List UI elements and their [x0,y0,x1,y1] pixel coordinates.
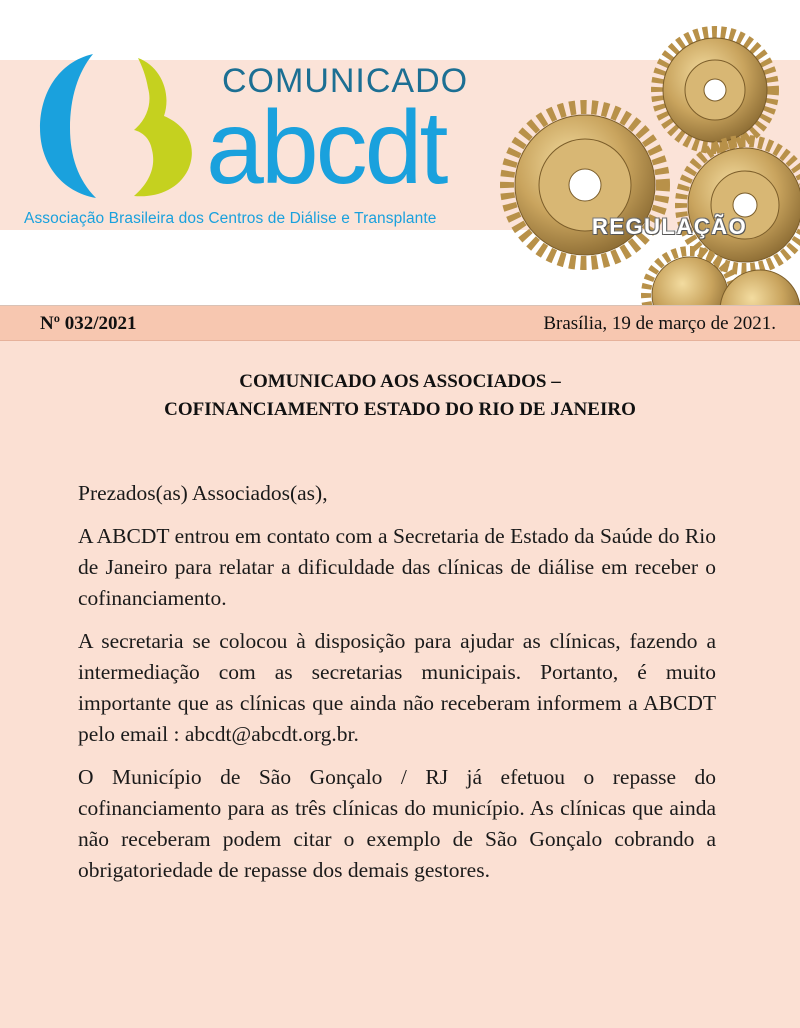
info-bar [0,306,800,341]
brand-wordmark: abcdt [206,90,446,206]
abcdt-logo-icon [38,52,208,202]
paragraph: O Município de São Gonçalo / RJ já efetuou o repasse do cofinanciamento para as três clínicas do município. As clínicas que ainda não receberam podem citar o exemplo de São Gonçalo cobrando a obrigatoriedade de repasse dos demais gestores. [78,765,716,882]
document-title [0,368,800,424]
communique-date: Brasília, 19 de março de 2021. [543,313,776,334]
title-line-2: COFINANCIAMENTO ESTADO DO RIO DE JANEIRO [164,399,636,420]
greeting: Prezados(as) Associados(as), [78,481,328,505]
letterhead [0,0,800,306]
paragraph: A secretaria se colocou à disposição para ajudar as clínicas, fazendo a intermediação com as secretarias municipais. Portanto, é muito importante que as clínicas que ainda não receberam informem a ABCDT pelo email : abcdt@abcdt.org.br. [78,629,716,746]
organization-tagline: Associação Brasileira dos Centros de Diálise e Transplante [24,210,437,227]
comunicado-label: COMUNICADO [222,62,469,100]
document-body [78,478,716,898]
communique-number: Nº 032/2021 [40,313,137,334]
section-badge: REGULAÇÃO [592,214,748,239]
gears-icon [490,20,800,305]
title-line-1: COMUNICADO AOS ASSOCIADOS – [239,371,561,392]
paragraph: A ABCDT entrou em contato com a Secretaria de Estado da Saúde do Rio de Janeiro para relatar a dificuldade das clínicas de diálise em receber o cofinanciamento. [78,524,716,610]
